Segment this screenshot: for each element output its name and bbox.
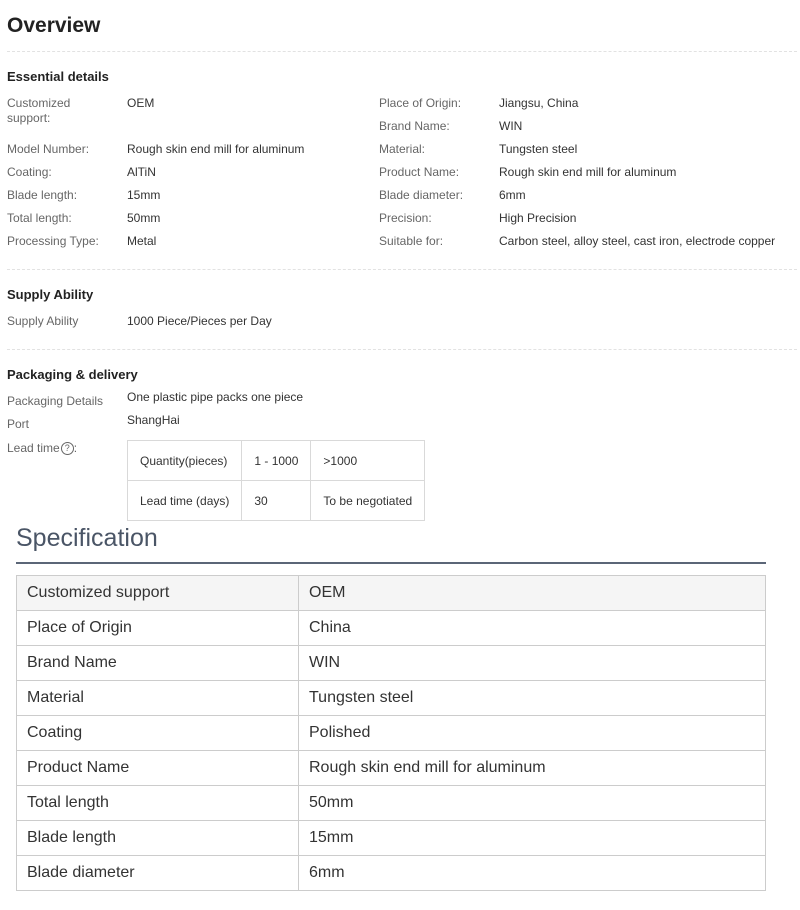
table-row [17,856,766,891]
value-precision: High Precision [499,211,577,225]
spec-value: OEM [299,576,766,611]
divider [7,349,797,350]
table-row [17,611,766,646]
table-row [17,576,766,611]
spec-key: Product Name [17,751,299,786]
label-material: Material: [379,142,426,156]
value-total-length: 50mm [127,211,161,225]
table-cell: 1 - 1000 [242,441,311,481]
spec-value: 6mm [299,856,766,891]
label-processing-type: Processing Type: [7,234,99,248]
table-cell: 30 [242,481,311,521]
table-row [17,681,766,716]
label-packaging-details: Packaging Details [7,394,104,408]
specification-heading: Specification [16,524,158,552]
packaging-delivery-heading: Packaging & delivery [7,367,138,382]
spec-value: Tungsten steel [299,681,766,716]
spec-key: Place of Origin [17,611,299,646]
table-row [128,481,425,521]
label-lead-time [7,441,77,456]
specification-table [16,575,766,891]
label-precision: Precision: [379,211,432,225]
table-row [17,821,766,856]
table-cell: To be negotiated [311,481,425,521]
spec-key: Material [17,681,299,716]
spec-key: Total length [17,786,299,821]
table-row [17,786,766,821]
table-row [128,441,425,481]
value-coating: AlTiN [127,165,156,179]
table-row [17,646,766,681]
table-row [17,751,766,786]
spec-key: Customized support [17,576,299,611]
label-blade-length: Blade length: [7,188,78,202]
spec-value: WIN [299,646,766,681]
label-suitable-for: Suitable for: [379,234,444,248]
specification-underline [16,562,766,564]
spec-key: Coating [17,716,299,751]
label-port: Port [7,417,30,431]
spec-key: Blade length [17,821,299,856]
label-brand-name: Brand Name: [379,119,450,133]
help-icon[interactable]: ? [61,442,74,455]
spec-value: Rough skin end mill for aluminum [299,751,766,786]
label-model-number: Model Number: [7,142,90,156]
table-cell: >1000 [311,441,425,481]
table-cell: Quantity(pieces) [128,441,242,481]
value-product-name: Rough skin end mill for aluminum [499,165,677,179]
value-packaging-details: One plastic pipe packs one piece [127,390,304,404]
spec-value: China [299,611,766,646]
table-row [17,716,766,751]
essential-details-heading: Essential details [7,69,109,84]
value-material: Tungsten steel [499,142,578,156]
supply-ability-heading: Supply Ability [7,287,94,302]
spec-value: 15mm [299,821,766,856]
value-processing-type: Metal [127,234,157,248]
value-blade-length: 15mm [127,188,161,202]
value-model-number: Rough skin end mill for aluminum [127,142,305,156]
lead-time-table [127,440,425,521]
value-supply-ability: 1000 Piece/Pieces per Day [127,314,272,328]
divider [7,269,797,270]
value-brand-name: WIN [499,119,523,133]
label-coating: Coating: [7,165,52,179]
spec-key: Brand Name [17,646,299,681]
label-product-name: Product Name: [379,165,460,179]
label-customized-support: Customized support: [7,96,71,125]
label-supply-ability: Supply Ability [7,314,79,328]
overview-heading: Overview [7,14,101,37]
spec-value: Polished [299,716,766,751]
label-total-length: Total length: [7,211,72,225]
lead-time-label-text: Lead time [7,441,60,455]
spec-value: 50mm [299,786,766,821]
value-suitable-for: Carbon steel, alloy steel, cast iron, electrode copper [499,234,776,248]
value-customized-support: OEM [127,96,155,110]
value-place-of-origin: Jiangsu, China [499,96,579,110]
label-blade-diameter: Blade diameter: [379,188,464,202]
value-blade-diameter: 6mm [499,188,526,202]
table-cell: Lead time (days) [128,481,242,521]
spec-key: Blade diameter [17,856,299,891]
divider [7,51,797,52]
lead-time-label-colon: : [73,441,78,455]
value-port: ShangHai [127,413,180,427]
label-place-of-origin: Place of Origin: [379,96,462,110]
